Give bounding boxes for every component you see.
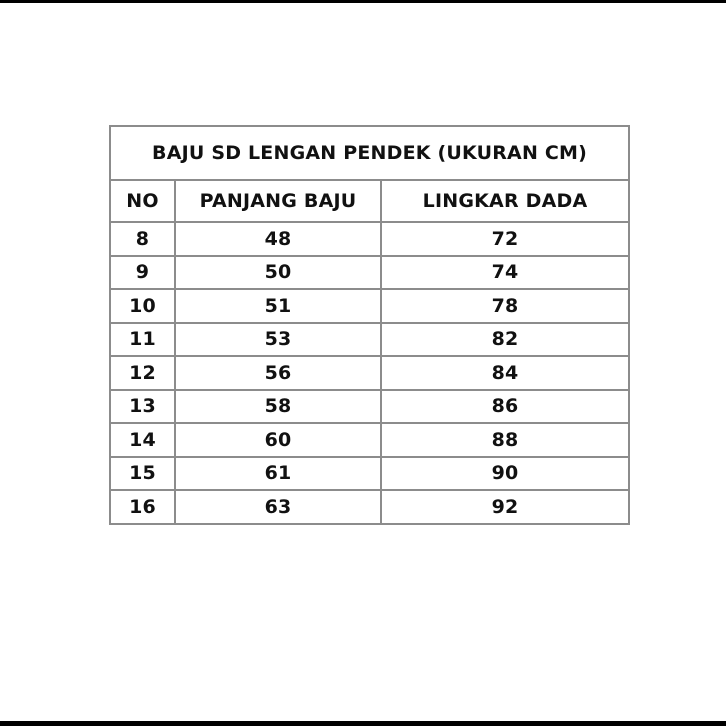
size-chart-table <box>109 125 630 525</box>
table-row <box>110 390 629 424</box>
table-row <box>110 457 629 491</box>
header-lingkar-dada: LINGKAR DADA <box>381 180 629 222</box>
bottom-border-bar <box>0 721 726 726</box>
cell-panjang-baju: 61 <box>175 457 381 491</box>
cell-panjang-baju: 50 <box>175 256 381 290</box>
table-row <box>110 256 629 290</box>
cell-no: 13 <box>110 390 175 424</box>
header-panjang-baju: PANJANG BAJU <box>175 180 381 222</box>
table-row <box>110 222 629 256</box>
header-row <box>110 180 629 222</box>
cell-panjang-baju: 56 <box>175 356 381 390</box>
table-title: BAJU SD LENGAN PENDEK (UKURAN CM) <box>110 126 629 180</box>
table-row <box>110 490 629 524</box>
cell-lingkar-dada: 82 <box>381 323 629 357</box>
cell-panjang-baju: 48 <box>175 222 381 256</box>
cell-lingkar-dada: 90 <box>381 457 629 491</box>
top-border-bar <box>0 0 726 3</box>
cell-panjang-baju: 60 <box>175 423 381 457</box>
cell-panjang-baju: 51 <box>175 289 381 323</box>
cell-lingkar-dada: 72 <box>381 222 629 256</box>
header-no: NO <box>110 180 175 222</box>
title-row <box>110 126 629 180</box>
cell-no: 10 <box>110 289 175 323</box>
cell-panjang-baju: 58 <box>175 390 381 424</box>
table-row <box>110 289 629 323</box>
cell-lingkar-dada: 88 <box>381 423 629 457</box>
table-row <box>110 323 629 357</box>
cell-no: 11 <box>110 323 175 357</box>
cell-panjang-baju: 53 <box>175 323 381 357</box>
cell-lingkar-dada: 78 <box>381 289 629 323</box>
cell-no: 16 <box>110 490 175 524</box>
cell-no: 15 <box>110 457 175 491</box>
cell-no: 12 <box>110 356 175 390</box>
cell-lingkar-dada: 92 <box>381 490 629 524</box>
cell-lingkar-dada: 74 <box>381 256 629 290</box>
cell-no: 9 <box>110 256 175 290</box>
cell-no: 8 <box>110 222 175 256</box>
cell-lingkar-dada: 84 <box>381 356 629 390</box>
cell-no: 14 <box>110 423 175 457</box>
cell-lingkar-dada: 86 <box>381 390 629 424</box>
cell-panjang-baju: 63 <box>175 490 381 524</box>
table-row <box>110 423 629 457</box>
table-row <box>110 356 629 390</box>
